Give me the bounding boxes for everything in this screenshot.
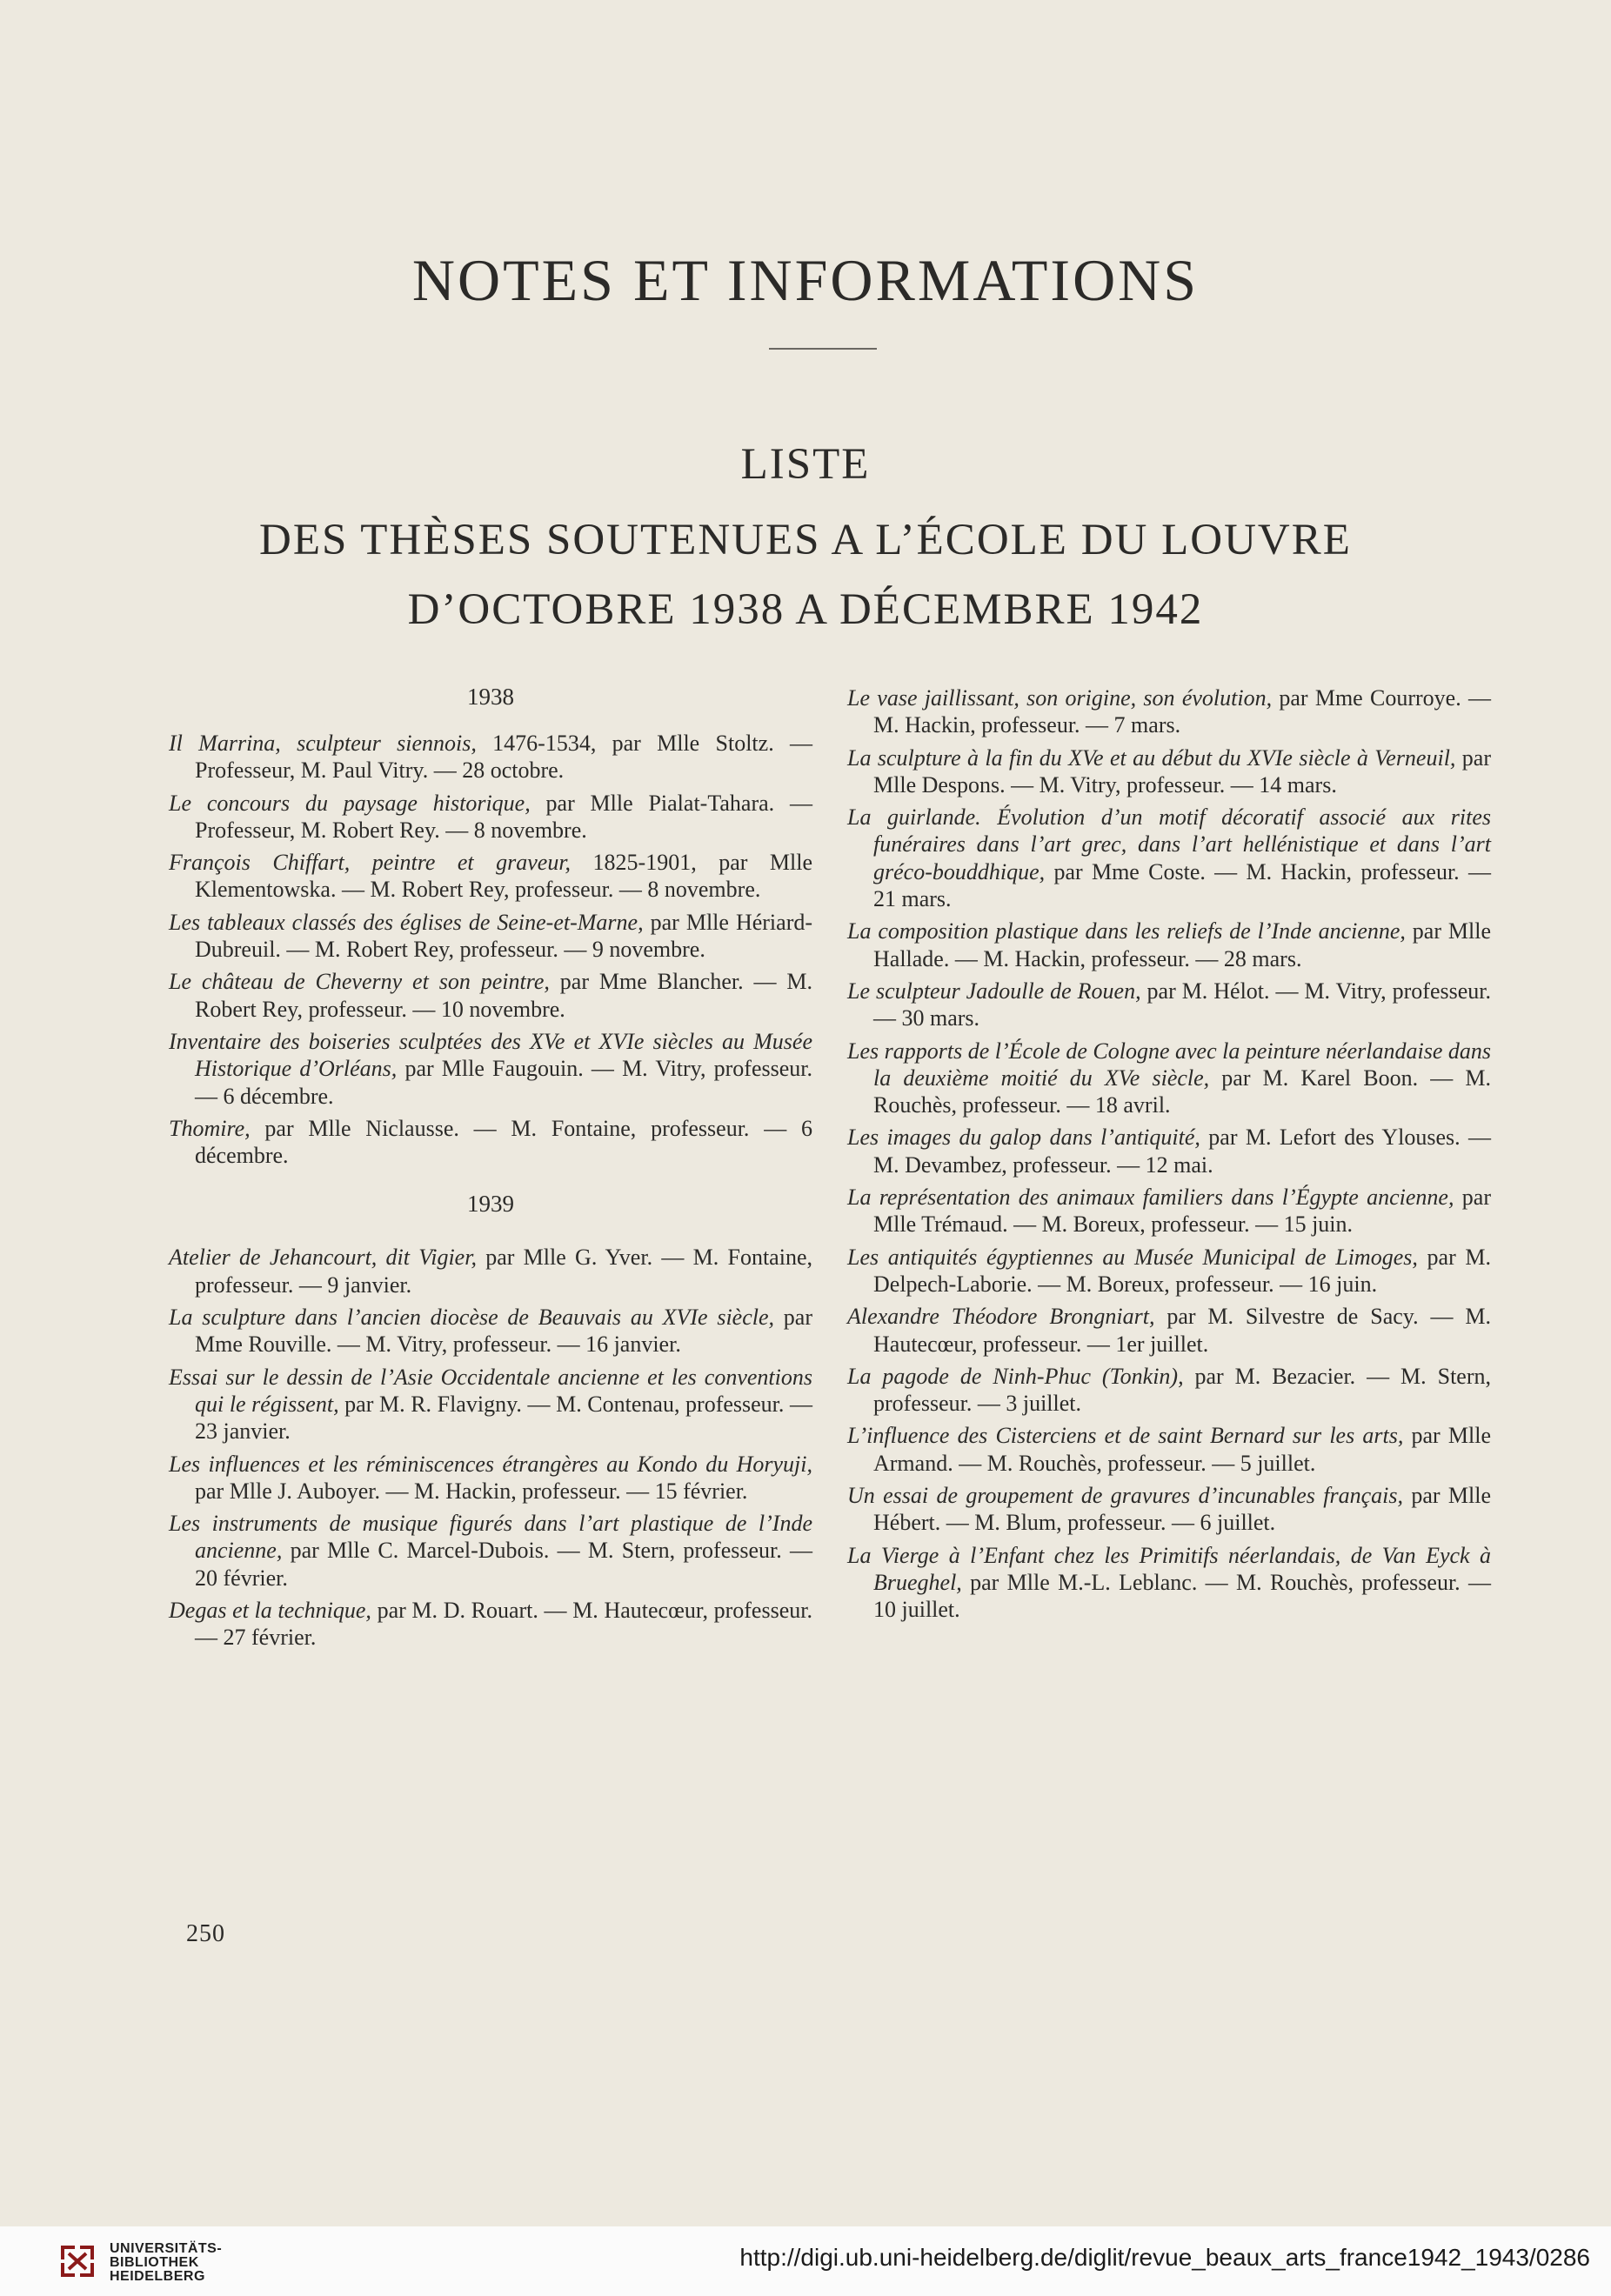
thesis-title: La représentation des animaux familiers dans l’Égypte ancienne, (847, 1185, 1454, 1211)
thesis-details: par Mme Courroye. — M. Hackin, professeur. — 7 mars. (873, 685, 1491, 738)
thesis-details: par Mlle Hallade. — M. Hackin, professeur. — 28 mars. (873, 918, 1491, 971)
thesis-title: François Chiffart, peintre et graveur, (169, 850, 572, 876)
thesis-details: 1825-1901, par Mlle Klementowska. — M. Robert Rey, professeur. — 8 novembre. (195, 850, 812, 903)
thesis-title: Le sculpteur Jadoulle de Rouen, (847, 978, 1141, 1004)
title-divider (769, 348, 877, 350)
thesis-entry (847, 1542, 1491, 1624)
thesis-title: Essai sur le dessin de l’Asie Occidentale ancienne et les conventions qui le régissent, (169, 1364, 812, 1417)
thesis-title: Les antiquités égyptiennes au Musée Municipal de Limoges, (847, 1244, 1418, 1270)
thesis-details: par M. Hélot. — M. Vitry, professeur. — 30 mars. (873, 978, 1491, 1031)
thesis-title: La sculpture à la fin du XVe et au début du XVIe siècle à Verneuil, (847, 744, 1456, 771)
thesis-title: Alexandre Théodore Brongniart, (847, 1304, 1155, 1330)
list-title-line-2: DES THÈSES SOUTENUES A L’ÉCOLE DU LOUVRE (259, 516, 1352, 564)
year-heading-1939: 1939 (467, 1191, 514, 1218)
thesis-details: par Mlle J. Auboyer. — M. Hackin, professeur. — 15 février. (195, 1478, 748, 1504)
thesis-details: par M. Bezacier. — M. Stern, professeur. — 3 juillet. (873, 1363, 1491, 1417)
thesis-title: Les rapports de l’École de Cologne avec la peinture néerlandaise dans la deuxième moitié du XVe siècle, (847, 1038, 1491, 1091)
page-number: 250 (186, 1920, 225, 1947)
thesis-title: Le concours du paysage historique, (169, 790, 531, 816)
thesis-title: La pagode de Ninh-Phuc (Tonkin), (847, 1363, 1184, 1389)
thesis-entry (169, 1510, 812, 1592)
thesis-title: Atelier de Jehancourt, dit Vigier, (169, 1245, 477, 1271)
thesis-details: par Mlle Armand. — M. Rouchès, professeur. — 5 juillet. (873, 1423, 1491, 1476)
thesis-details: par M. Delpech-Laborie. — M. Boreux, professeur. — 16 juin. (873, 1244, 1492, 1297)
thesis-entry (847, 1244, 1491, 1298)
thesis-list-1939-continued (847, 684, 1491, 1624)
thesis-entry (847, 1038, 1491, 1119)
thesis-title: Il Marrina, sculpteur siennois, (169, 731, 477, 756)
thesis-entry (847, 804, 1491, 912)
library-name (110, 2242, 222, 2284)
thesis-entry (169, 730, 812, 784)
thesis-entry (847, 1184, 1491, 1238)
thesis-title: Les images du galop dans l’antiquité, (847, 1125, 1200, 1151)
thesis-entry (169, 790, 812, 844)
library-logo-icon (57, 2240, 97, 2282)
thesis-entry (847, 744, 1491, 799)
thesis-entry (169, 968, 812, 1023)
thesis-entry (847, 1124, 1491, 1178)
thesis-entry (847, 1482, 1491, 1537)
thesis-title: Inventaire des boiseries sculptées des XVe et XVIe siècles au Musée Historique d’Orléans, (169, 1028, 812, 1082)
year-heading-1938: 1938 (467, 684, 514, 710)
thesis-entry (847, 978, 1491, 1032)
list-title-line-3: D’OCTOBRE 1938 A DÉCEMBRE 1942 (407, 585, 1204, 634)
thesis-title: Les instruments de musique figurés dans l’art plastique de l’Inde ancienne, (169, 1511, 812, 1564)
thesis-entry (847, 1303, 1491, 1358)
thesis-title: Les tableaux classés des églises de Seine-et-Marne, (169, 909, 644, 935)
thesis-details: par Mlle Hébert. — M. Blum, professeur. — 6 juillet. (873, 1483, 1491, 1536)
library-name-line: BIBLIOTHEK (110, 2255, 199, 2270)
thesis-title: La sculpture dans l’ancien diocèse de Beauvais au XVIe siècle, (169, 1305, 775, 1331)
thesis-details: par Mme Coste. — M. Hackin, professeur. — 21 mars. (873, 858, 1491, 912)
page-title: NOTES ET INFORMATIONS (411, 247, 1200, 313)
thesis-entry (169, 909, 812, 964)
thesis-entry (169, 1364, 812, 1445)
right-column (847, 684, 1491, 1629)
thesis-entry (847, 918, 1491, 972)
thesis-title: L’influence des Cisterciens et de saint Bernard sur les arts, (847, 1423, 1404, 1449)
thesis-details: 1476-1534, par Mlle Stoltz. — Professeur, M. Paul Vitry. — 28 octobre. (195, 731, 812, 784)
thesis-title: Les influences et les réminiscences étrangères au Kondo du Horyuji, (169, 1451, 812, 1477)
library-name-line: HEIDELBERG (110, 2269, 205, 2284)
thesis-details: par Mlle Hériard-Dubreuil. — M. Robert Rey, professeur. — 9 novembre. (195, 909, 813, 963)
thesis-details: par Mlle M.-L. Leblanc. — M. Rouchès, professeur. — 10 juillet. (873, 1569, 1491, 1623)
thesis-entry (169, 1115, 812, 1170)
thesis-title: Thomire, (169, 1115, 251, 1141)
thesis-details: par Mme Rouville. — M. Vitry, professeur. — 16 janvier. (195, 1305, 813, 1358)
thesis-details: par M. Karel Boon. — M. Rouchès, professeur. — 18 avril. (873, 1065, 1492, 1118)
thesis-details: par M. Silvestre de Sacy. — M. Hautecœur, professeur. — 1er juillet. (873, 1304, 1491, 1357)
digitization-footer (0, 2226, 1611, 2296)
thesis-entry (169, 1244, 812, 1298)
thesis-entry (169, 1304, 812, 1358)
thesis-details: par Mlle Despons. — M. Vitry, professeur. — 14 mars. (873, 744, 1491, 798)
thesis-details: par Mme Blancher. — M. Robert Rey, professeur. — 10 novembre. (195, 969, 812, 1022)
thesis-details: par Mlle Trémaud. — M. Boreux, professeur. — 15 juin. (873, 1185, 1491, 1238)
thesis-entry (169, 1028, 812, 1110)
thesis-entry (169, 1451, 812, 1505)
thesis-entry (847, 1422, 1491, 1477)
thesis-details: par M. R. Flavigny. — M. Contenau, professeur. — 23 janvier. (195, 1391, 812, 1445)
thesis-title: Degas et la technique, (169, 1598, 371, 1624)
thesis-details: par Mlle C. Marcel-Dubois. — M. Stern, professeur. — 20 février. (195, 1538, 812, 1591)
left-column (169, 684, 812, 1657)
thesis-title: Un essai de groupement de gravures d’incunables français, (847, 1483, 1403, 1509)
thesis-title: La guirlande. Évolution d’un motif décoratif associé aux rites funéraires dans l’art grec, dans l’art hellénistique et dans l’art gréco-bouddhique, (847, 804, 1491, 884)
thesis-entry (847, 1363, 1491, 1418)
thesis-title: La composition plastique dans les reliefs de l’Inde ancienne, (847, 918, 1406, 944)
thesis-title: Le vase jaillissant, son origine, son évolution, (847, 685, 1273, 711)
thesis-list-1938 (169, 730, 812, 1169)
thesis-details: par Mlle Niclausse. — M. Fontaine, professeur. — 6 décembre. (195, 1115, 812, 1169)
thesis-details: par Mlle Faugouin. — M. Vitry, professeur. — 6 décembre. (195, 1056, 812, 1109)
thesis-details: par M. Lefort des Ylouses. — M. Devambez, professeur. — 12 mai. (873, 1125, 1492, 1178)
library-name-line: UNIVERSITÄTS- (110, 2241, 223, 2256)
thesis-title: La Vierge à l’Enfant chez les Primitifs néerlandais, de Van Eyck à Brueghel, (847, 1542, 1491, 1595)
thesis-details: par Mlle Pialat-Tahara. — Professeur, M. Robert Rey. — 8 novembre. (195, 790, 812, 843)
thesis-entry (169, 849, 812, 904)
thesis-entry (847, 684, 1491, 739)
thesis-entry (169, 1597, 812, 1652)
thesis-title: Le château de Cheverny et son peintre, (169, 969, 550, 995)
thesis-list-1939 (169, 1244, 812, 1651)
thesis-details: par M. D. Rouart. — M. Hautecœur, professeur. — 27 février. (195, 1598, 812, 1651)
thesis-details: par Mlle G. Yver. — M. Fontaine, professeur. — 9 janvier. (195, 1245, 812, 1298)
list-title-line-1: LISTE (740, 440, 871, 489)
source-url[interactable]: http://digi.ub.uni-heidelberg.de/diglit/revue_beaux_arts_france1942_1943/0286 (739, 2244, 1590, 2271)
